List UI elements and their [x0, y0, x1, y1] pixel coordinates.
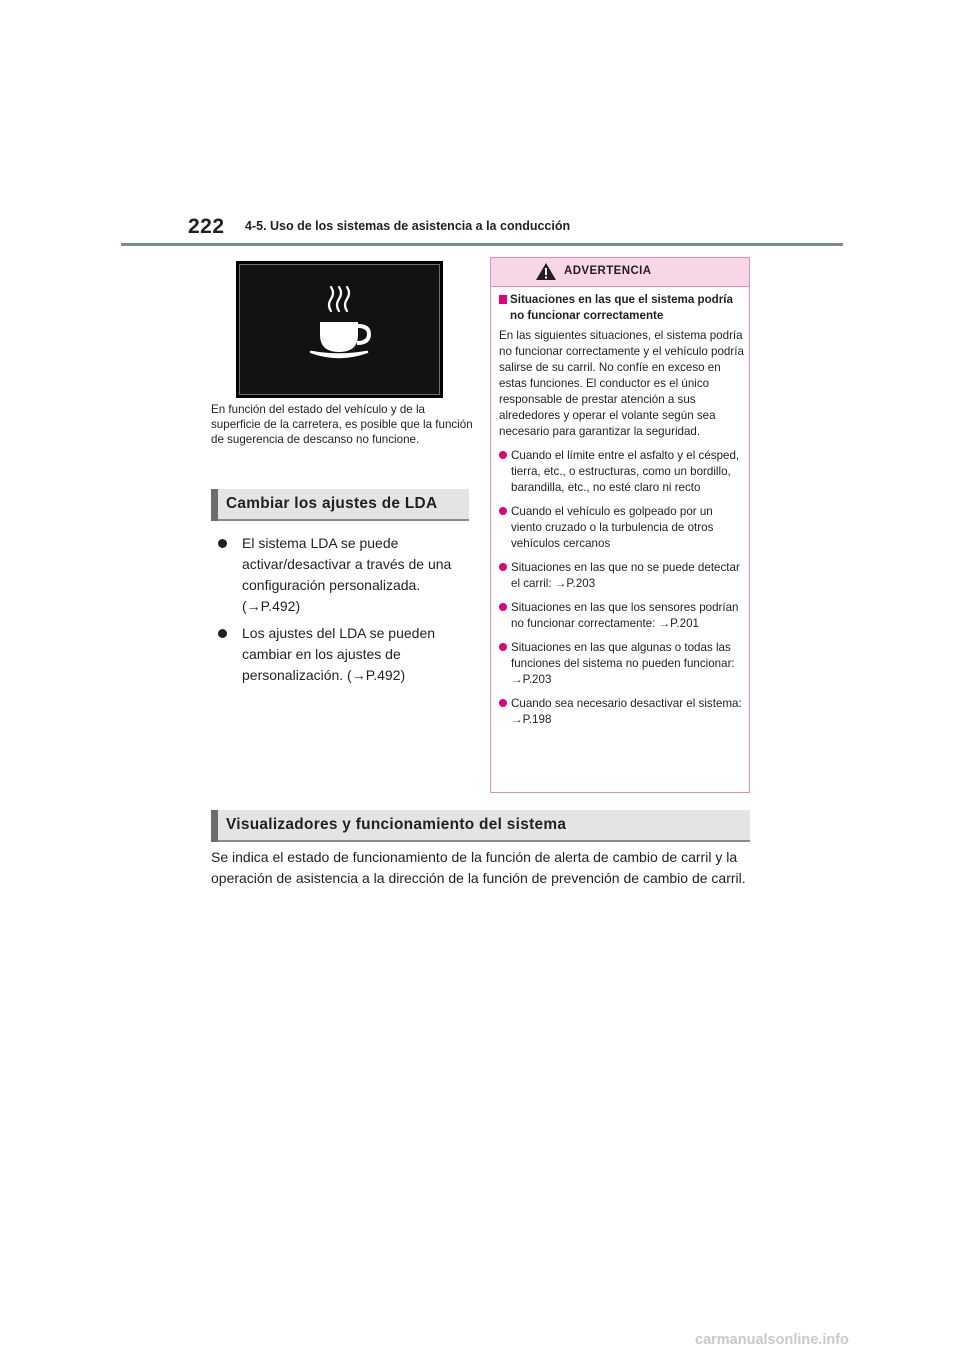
list-item [211, 623, 476, 686]
bullet-icon [499, 699, 507, 707]
list-item [499, 640, 745, 688]
bullet-icon [499, 643, 507, 651]
square-bullet-icon [499, 295, 507, 304]
heading-accent-bar [211, 489, 218, 521]
warning-subheading [499, 292, 745, 324]
list-item [499, 696, 745, 728]
heading-accent-bar [211, 810, 218, 842]
list-item-text: Situaciones en las que algunas o todas las funciones del sistema no pueden funcionar: →P.203 [511, 641, 735, 686]
list-item [499, 600, 745, 632]
bullet-icon [218, 539, 227, 548]
bullet-icon [499, 507, 507, 515]
list-item [499, 448, 745, 496]
list-item-text: Cuando el vehículo es golpeado por un viento cruzado o la turbulencia de otros vehículos cercanos [511, 505, 714, 550]
warning-triangle-icon [535, 262, 557, 281]
lda-settings-list [211, 533, 476, 692]
bullet-icon [499, 563, 507, 571]
warning-title: ADVERTENCIA [564, 265, 652, 277]
chapter-title: 4-5. Uso de los sistemas de asistencia a la conducción [245, 219, 571, 233]
list-item-text: El sistema LDA se puede activar/desactivar a través de una configuración personalizada. (→P.492) [242, 535, 452, 614]
header-divider [121, 243, 843, 246]
warning-intro: En las siguientes situaciones, el sistema podría no funcionar correctamente y el vehículo podría salirse de su carril. No confíe en exceso en estas funciones. El conductor es el único responsable de prestar atención a sus alrededores y operar el volante según sea necesario para garantizar la seguridad. [499, 329, 744, 438]
warning-subheading-text: Situaciones en las que el sistema podría no funcionar correctamente [510, 293, 733, 322]
list-item-text: Situaciones en las que no se puede detectar el carril: →P.203 [511, 561, 740, 590]
figure-caption: En función del estado del vehículo y de la superficie de la carretera, es posible que la función de sugerencia de descanso no funcione. [211, 403, 473, 446]
section-heading-displays [211, 810, 750, 842]
list-item-text: Los ajustes del LDA se pueden cambiar en los ajustes de personalización. (→P.492) [242, 625, 436, 683]
page-number: 222 [188, 215, 225, 238]
rest-suggestion-display [236, 261, 443, 398]
list-item [499, 504, 745, 552]
list-item-text: Cuando sea necesario desactivar el sistema: →P.198 [511, 697, 742, 726]
bullet-icon [499, 603, 507, 611]
warning-content [499, 292, 745, 728]
section-heading-lda-settings [211, 489, 469, 521]
list-item-text: Situaciones en las que los sensores podrían no funcionar correctamente: →P.201 [511, 601, 739, 630]
bullet-icon [499, 451, 507, 459]
warning-header [491, 258, 749, 287]
warning-box [490, 257, 750, 793]
section-title: Cambiar los ajustes de LDA [226, 495, 438, 512]
list-item [499, 560, 745, 592]
watermark: carmanualsonline.info [695, 1332, 849, 1348]
bullet-icon [218, 629, 227, 638]
list-item [211, 533, 476, 617]
list-item-text: Cuando el límite entre el asfalto y el césped, tierra, etc., o estructuras, como un bordillo, barandilla, etc., no esté claro ni recto [511, 449, 740, 494]
section-body-text: Se indica el estado de funcionamiento de la función de alerta de cambio de carril y la operación de asistencia a la dirección de la función de prevención de cambio de carril. [211, 849, 746, 886]
section-title: Visualizadores y funcionamiento del sistema [226, 816, 567, 833]
coffee-cup-icon [236, 261, 443, 398]
